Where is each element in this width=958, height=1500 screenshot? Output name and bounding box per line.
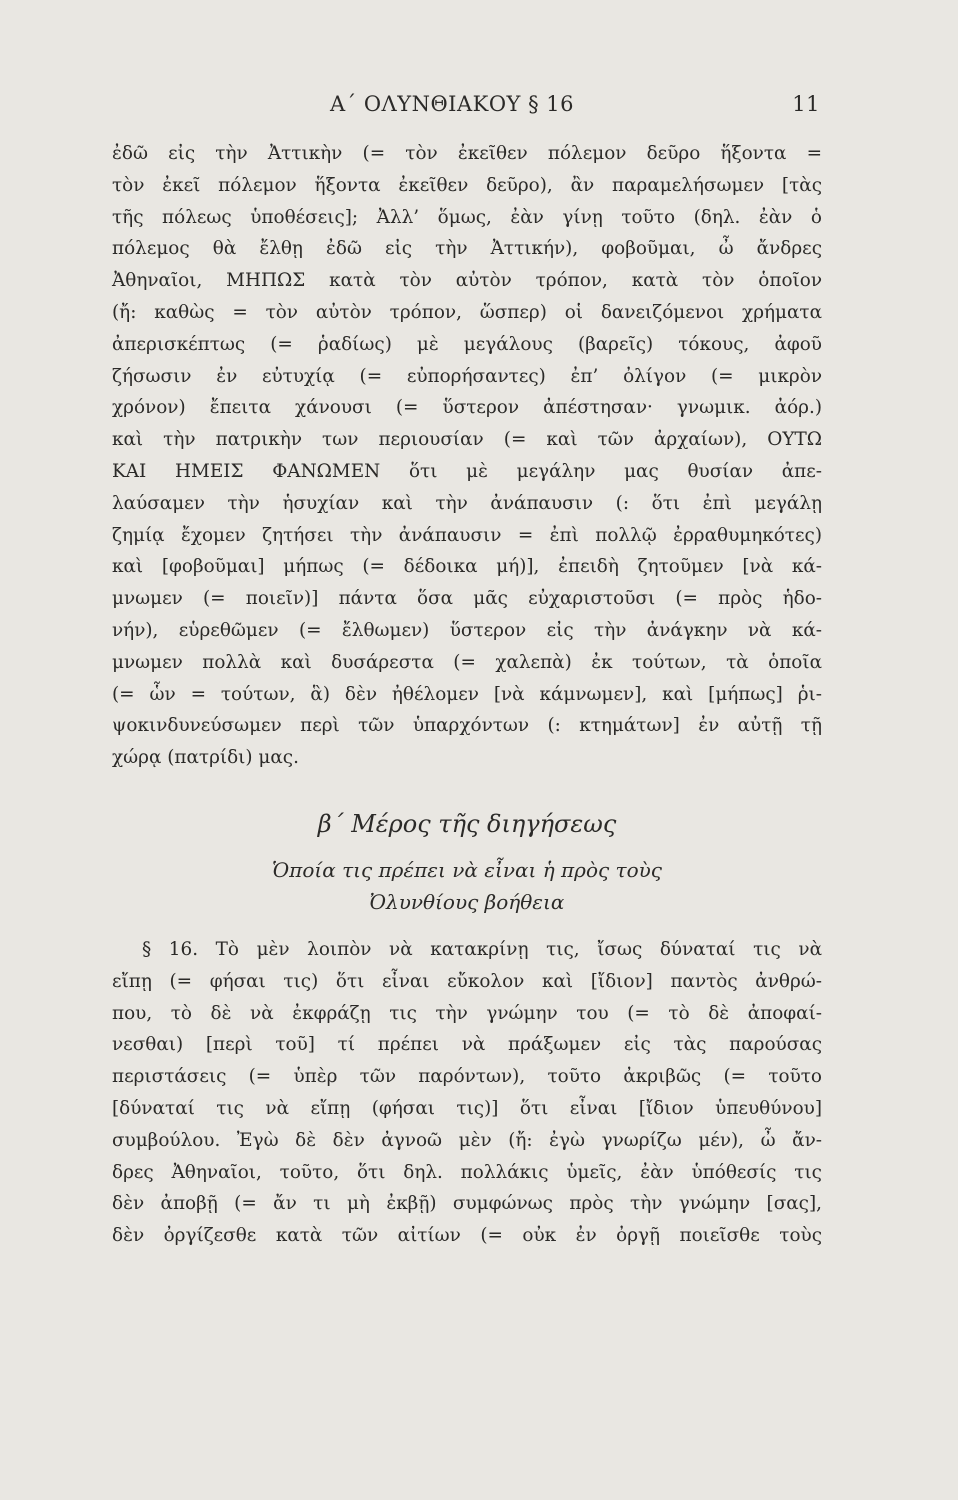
text-line: μνωμεν (= ποιεῖν)] πάντα ὅσα μᾶς εὐχαριστοῦσι (= πρὸς ἡδο- xyxy=(112,588,822,610)
text-line: νεσθαι) [περὶ τοῦ] τί πρέπει νὰ πράξωμεν εἰς τὰς παρούσας xyxy=(112,1034,822,1056)
paragraph-1 xyxy=(112,138,822,774)
text-line: (= ὧν = τούτων, ἃ) δὲν ἠθέλομεν [νὰ κάμνωμεν], καὶ [μήπως] ῥι- xyxy=(112,683,822,705)
section-subtitle-line-1: Ὁποία τις πρέπει νὰ εἶναι ἡ πρὸς τοὺς xyxy=(271,858,663,882)
text-line: ἐδῶ εἰς τὴν Ἀττικὴν (= τὸν ἐκεῖθεν πόλεμον δεῦρο ἥξοντα = xyxy=(112,143,822,164)
text-line: ζημίᾳ ἔχομεν ζητήσει τὴν ἀνάπαυσιν = ἐπὶ πολλῷ ἐρραθυμηκότες) xyxy=(112,524,822,546)
text-line: δὲν ὀργίζεσθε κατὰ τῶν αἰτίων (= οὐκ ἐν ὀργῇ ποιεῖσθε τοὺς xyxy=(112,1225,822,1247)
text-line: καὶ [φοβοῦμαι] μήπως (= δέδοικα μή)], ἐπειδὴ ζητοῦμεν [νὰ κά- xyxy=(112,556,822,578)
text-line: χώρᾳ (πατρίδι) μας. xyxy=(112,747,299,769)
text-line: [δύναταί τις νὰ εἴπῃ (φήσαι τις)] ὅτι εἶναι [ἴδιον ὑπευθύνου] xyxy=(112,1097,822,1119)
text-line: ἀπερισκέπτως (= ῥαδίως) μὲ μεγάλους (βαρεῖς) τόκους, ἀφοῦ xyxy=(112,333,822,355)
section-heading: β΄ Μέρος τῆς διηγήσεως xyxy=(317,810,617,838)
text-line: δὲν ἀποβῇ (= ἄν τι μὴ ἐκβῇ) συμφώνως πρὸς τὴν γνώμην [σας], xyxy=(112,1193,822,1215)
text-line: τῆς πόλεως ὑποθέσεις]; Ἀλλ’ ὅμως, ἐὰν γίνῃ τοῦτο (δηλ. ἐὰν ὁ xyxy=(112,206,822,228)
text-line: τὸν ἐκεῖ πόλεμον ἥξοντα ἐκεῖθεν δεῦρο), ἂν παραμελήσωμεν [τὰς xyxy=(112,174,822,196)
text-line: νήν), εὑρεθῶμεν (= ἔλθωμεν) ὕστερον εἰς τὴν ἀνάγκην νὰ κά- xyxy=(112,619,822,641)
text-line: χρόνον) ἔπειτα χάνουσι (= ὕστερον ἀπέστησαν· γνωμικ. ἀόρ.) xyxy=(112,397,822,419)
text-line: ΚΑΙ ΗΜΕΙΣ ΦΑΝΩΜΕΝ ὅτι μὲ μεγάλην μας θυσίαν ἀπε- xyxy=(112,460,822,482)
text-line: περιστάσεις (= ὑπὲρ τῶν παρόντων), τοῦτο ἀκριβῶς (= τοῦτο xyxy=(112,1066,822,1088)
text-line: που, τὸ δὲ νὰ ἐκφράζῃ τις τὴν γνώμην του (= τὸ δὲ ἀποφαί- xyxy=(112,1002,822,1024)
page-number: 11 xyxy=(792,92,820,116)
text-line: πόλεμος θὰ ἔλθῃ ἐδῶ εἰς τὴν Ἀττικήν), φοβοῦμαι, ὦ ἄνδρες xyxy=(112,238,822,260)
text-line: μνωμεν πολλὰ καὶ δυσάρεστα (= χαλεπὰ) ἐκ τούτων, τὰ ὁποῖα xyxy=(112,651,822,673)
text-line: Ἀθηναῖοι, ΜΗΠΩΣ κατὰ τὸν αὐτὸν τρόπον, κατὰ τὸν ὁποῖον xyxy=(112,270,822,292)
text-line: § 16. Τὸ μὲν λοιπὸν νὰ κατακρίνῃ τις, ἴσως δύναταί τις νὰ xyxy=(142,939,822,960)
text-line: εἴπῃ (= φήσαι τις) ὅτι εἶναι εὔκολον καὶ [ἴδιον] παντὸς ἀνθρώ- xyxy=(112,970,822,992)
text-line: ζήσωσιν ἐν εὐτυχίᾳ (= εὐπορήσαντες) ἐπ’ ὀλίγον (= μικρὸν xyxy=(112,365,822,387)
text-line: λαύσαμεν τὴν ἡσυχίαν καὶ τὴν ἀνάπαυσιν (: ὅτι ἐπὶ μεγάλῃ xyxy=(112,492,822,514)
text-line: ψοκινδυνεύσωμεν περὶ τῶν ὑπαρχόντων (: κτημάτων] ἐν αὐτῇ τῇ xyxy=(112,715,822,737)
text-line: (ἤ: καθὼς = τὸν αὐτὸν τρόπον, ὥσπερ) οἱ δανειζόμενοι χρήματα xyxy=(112,301,822,323)
section-subtitle-line-2: Ὀλυνθίους βοήθεια xyxy=(369,890,565,914)
text-line: καὶ τὴν πατρικὴν των περιουσίαν (= καὶ τῶν ἀρχαίων), ΟΥΤΩ xyxy=(112,429,822,451)
text-line: συμβούλου. Ἐγὼ δὲ δὲν ἀγνοῶ μὲν (ἤ: ἐγὼ γνωρίζω μέν), ὦ ἄν- xyxy=(112,1129,822,1151)
text-line: δρες Ἀθηναῖοι, τοῦτο, ὅτι δηλ. πολλάκις ὑμεῖς, ἐὰν ὑπόθεσίς τις xyxy=(112,1161,822,1183)
paragraph-2 xyxy=(112,934,822,1252)
page-header xyxy=(112,92,820,122)
running-title: Α΄ ΟΛΥΝΘΙΑΚΟΥ § 16 xyxy=(330,92,574,116)
